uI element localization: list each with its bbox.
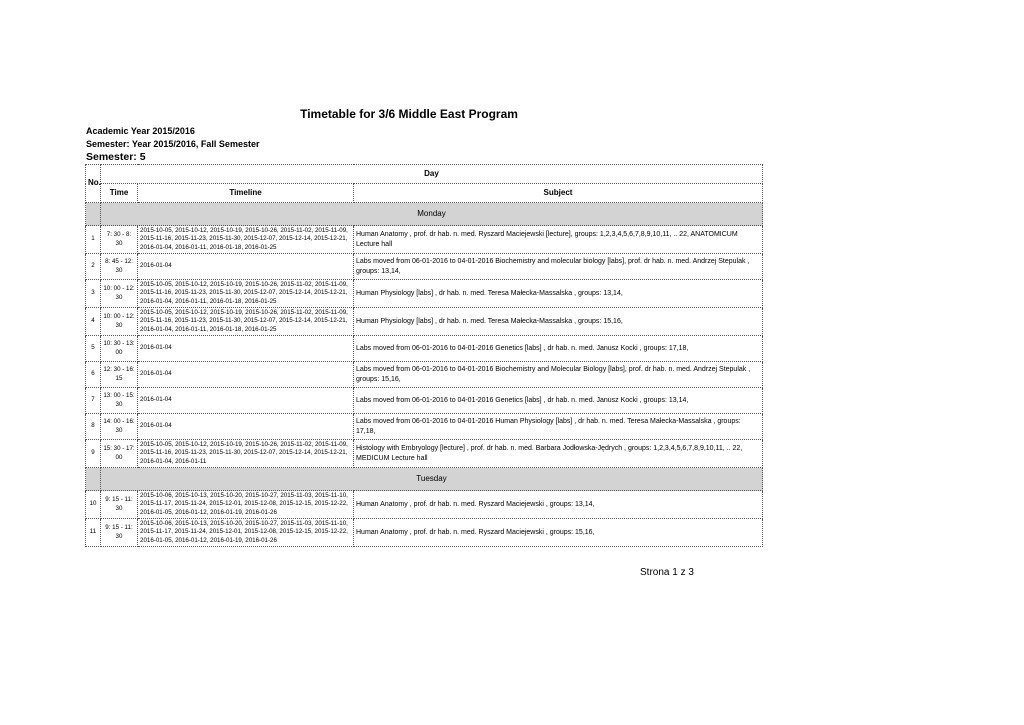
row-number: 7 [86, 388, 101, 414]
row-timeline: 2015-10-05, 2015-10-12, 2015-10-19, 2015-10-26, 2015-11-02, 2015-11-09, 2015-11-16, 2015-11-23, 2015-11-30, 2015-12-07, 2015-12-14, 2015-12-21, 2016-01-04, 2016-01-11, 2016-01-18, 2016-01-25 [138, 280, 354, 308]
row-time: 8: 45 - 12: 30 [101, 254, 138, 280]
row-time: 12: 30 - 16: 15 [101, 362, 138, 388]
row-number: 10 [86, 491, 101, 519]
header-no: No. [86, 165, 101, 203]
semester-number: Semester: 5 [86, 151, 146, 163]
row-subject: Labs moved from 06-01-2016 to 04-01-2016 Genetics [labs] , dr hab. n. med. Janusz Kocki , groups: 17,18, [354, 336, 763, 362]
row-number: 6 [86, 362, 101, 388]
table-row [86, 491, 763, 519]
table-row [86, 519, 763, 547]
row-number: 9 [86, 440, 101, 468]
row-time: 10: 30 - 13: 00 [101, 336, 138, 362]
table-row [86, 414, 763, 440]
row-number: 11 [86, 519, 101, 547]
row-subject: Human Anatomy , prof. dr hab. n. med. Ryszard Maciejewski , groups: 15,16, [354, 519, 763, 547]
day-row [86, 203, 763, 226]
row-number: 3 [86, 280, 101, 308]
table-row [86, 308, 763, 336]
row-timeline: 2016-01-04 [138, 388, 354, 414]
row-timeline: 2015-10-05, 2015-10-12, 2015-10-19, 2015-10-26, 2015-11-02, 2015-11-09, 2015-11-16, 2015-11-23, 2015-11-30, 2015-12-07, 2015-12-14, 2015-12-21, 2016-01-04, 2016-01-11, 2016-01-18, 2016-01-25 [138, 226, 354, 254]
row-subject: Human Anatomy , prof. dr hab. n. med. Ryszard Maciejewski [lecture], groups: 1,2,3,4,5,6,7,8,9,10,11, .. 22, ANATOMICUM Lecture hall [354, 226, 763, 254]
row-timeline: 2015-10-06, 2015-10-13, 2015-10-20, 2015-10-27, 2015-11-03, 2015-11-10, 2015-11-17, 2015-11-24, 2015-12-01, 2015-12-08, 2015-12-15, 2015-12-22, 2016-01-05, 2016-01-12, 2016-01-19, 2016-01-26 [138, 519, 354, 547]
academic-year: Academic Year 2015/2016 [86, 126, 195, 136]
row-subject: Human Physiology [labs] , dr hab. n. med. Teresa Małecka-Massalska , groups: 15,16, [354, 308, 763, 336]
row-subject: Human Anatomy , prof. dr hab. n. med. Ryszard Maciejewski , groups: 13,14, [354, 491, 763, 519]
table-row [86, 336, 763, 362]
day-row-spacer [86, 468, 101, 491]
header-timeline: Timeline [138, 184, 354, 203]
row-time: 7: 30 - 8: 30 [101, 226, 138, 254]
row-time: 9: 15 - 11: 30 [101, 519, 138, 547]
row-timeline: 2016-01-04 [138, 362, 354, 388]
header-day: Day [101, 165, 763, 184]
table-row [86, 362, 763, 388]
table-row [86, 226, 763, 254]
row-subject: Human Physiology [labs] , dr hab. n. med. Teresa Małecka-Massalska , groups: 13,14, [354, 280, 763, 308]
row-timeline: 2015-10-05, 2015-10-12, 2015-10-19, 2015-10-26, 2015-11-02, 2015-11-09, 2015-11-16, 2015-11-23, 2015-11-30, 2015-12-07, 2015-12-14, 2015-12-21, 2016-01-04, 2016-01-11, 2016-01-18, 2016-01-25 [138, 308, 354, 336]
table-row [86, 388, 763, 414]
page-number: Strona 1 z 3 [640, 567, 694, 578]
day-name: Tuesday [101, 468, 763, 491]
row-timeline: 2016-01-04 [138, 254, 354, 280]
row-timeline: 2016-01-04 [138, 414, 354, 440]
row-timeline: 2015-10-05, 2015-10-12, 2015-10-19, 2015-10-26, 2015-11-02, 2015-11-09, 2015-11-16, 2015-11-23, 2015-11-30, 2015-12-07, 2015-12-14, 2015-12-21, 2016-01-04, 2016-01-11 [138, 440, 354, 468]
row-subject: Labs moved from 06-01-2016 to 04-01-2016 Genetics [labs] , dr hab. n. med. Janusz Kocki , groups: 13,14, [354, 388, 763, 414]
row-timeline: 2015-10-06, 2015-10-13, 2015-10-20, 2015-10-27, 2015-11-03, 2015-11-10, 2015-11-17, 2015-11-24, 2015-12-01, 2015-12-08, 2015-12-15, 2015-12-22, 2016-01-05, 2016-01-12, 2016-01-19, 2016-01-26 [138, 491, 354, 519]
row-number: 8 [86, 414, 101, 440]
row-time: 10: 00 - 12: 30 [101, 280, 138, 308]
table-row [86, 254, 763, 280]
day-name: Monday [101, 203, 763, 226]
table-row [86, 280, 763, 308]
row-number: 1 [86, 226, 101, 254]
row-subject: Labs moved from 06-01-2016 to 04-01-2016 Human Physiology [labs] , dr hab. n. med. Teresa Małecka-Massalska , groups: 17,18, [354, 414, 763, 440]
row-time: 9: 15 - 11: 30 [101, 491, 138, 519]
timetable-body [86, 203, 763, 547]
row-timeline: 2016-01-04 [138, 336, 354, 362]
page-title: Timetable for 3/6 Middle East Program [300, 107, 518, 121]
row-number: 2 [86, 254, 101, 280]
row-subject: Labs moved from 06-01-2016 to 04-01-2016 Biochemistry and Molecular Biology [labs], prof. dr hab. n. med. Andrzej Stepulak , groups: 15,16, [354, 362, 763, 388]
row-number: 4 [86, 308, 101, 336]
header-time: Time [101, 184, 138, 203]
timetable [85, 164, 763, 547]
row-time: 10: 00 - 12: 30 [101, 308, 138, 336]
row-subject: Histology with Embryology [lecture] , prof. dr hab. n. med. Barbara Jodłowska-Jędrych , groups: 1,2,3,4,5,6,7,8,9,10,11, .. 22, MEDICUM Lecture hall [354, 440, 763, 468]
row-time: 14: 00 - 16: 30 [101, 414, 138, 440]
semester-line: Semester: Year 2015/2016, Fall Semester [86, 139, 260, 149]
row-time: 13: 00 - 15: 30 [101, 388, 138, 414]
day-row [86, 468, 763, 491]
table-row [86, 440, 763, 468]
row-number: 5 [86, 336, 101, 362]
day-row-spacer [86, 203, 101, 226]
row-subject: Labs moved from 06-01-2016 to 04-01-2016 Biochemistry and molecular biology [labs], prof. dr hab. n. med. Andrzej Stepulak , groups: 13,14, [354, 254, 763, 280]
header-subject: Subject [354, 184, 763, 203]
row-time: 15: 30 - 17: 00 [101, 440, 138, 468]
